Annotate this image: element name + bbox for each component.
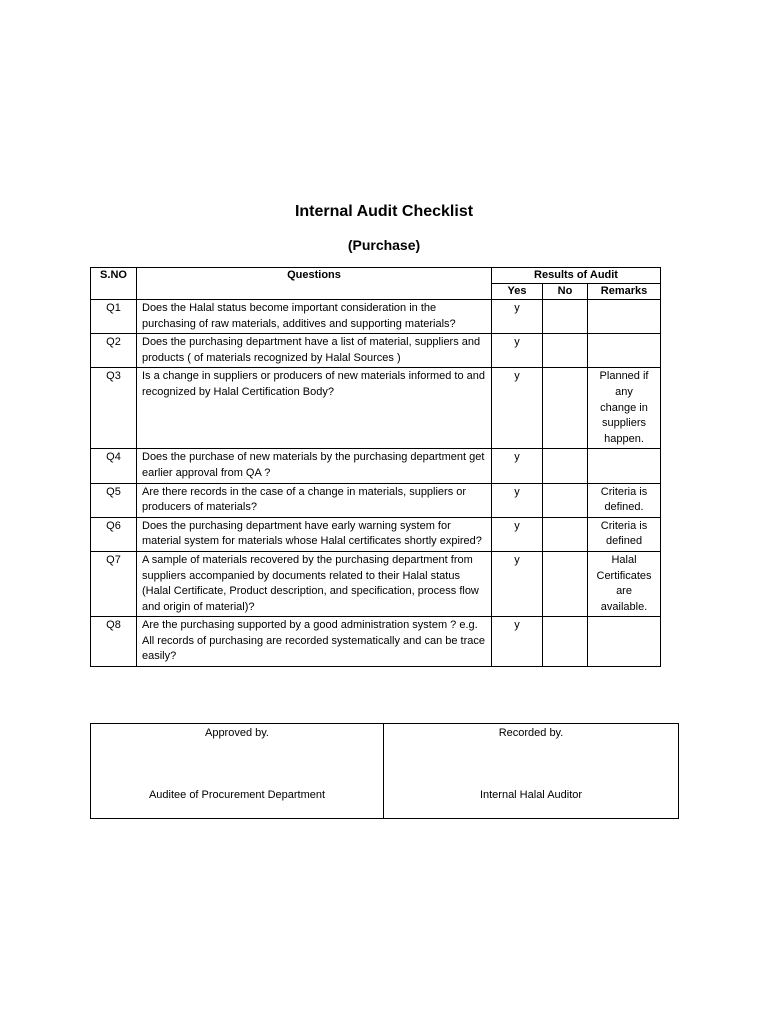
table-row xyxy=(91,334,661,368)
row-yes: y xyxy=(492,483,543,517)
row-yes: y xyxy=(492,449,543,483)
row-question: Does the purchasing department have early warning system for material system for materials whose Halal certificates shortly expired? xyxy=(137,517,492,551)
row-remarks: Halal Certificates are available. xyxy=(588,551,661,616)
approved-by-cell xyxy=(91,724,384,819)
table-row xyxy=(91,617,661,667)
row-remarks xyxy=(588,300,661,334)
row-sno: Q1 xyxy=(91,300,137,334)
document-title: Internal Audit Checklist xyxy=(294,203,474,220)
document-subtitle: (Purchase) xyxy=(347,237,421,253)
row-yes: y xyxy=(492,551,543,616)
row-question: A sample of materials recovered by the purchasing department from suppliers accompanied by documents related to their Halal status (Halal Certificate, Product description, and specification, process flow and origin of material)? xyxy=(137,551,492,616)
header-remarks: Remarks xyxy=(588,284,661,300)
recorded-by-cell xyxy=(384,724,679,819)
row-question: Is a change in suppliers or producers of new materials informed to and recognized by Halal Certification Body? xyxy=(137,368,492,449)
row-sno: Q7 xyxy=(91,551,137,616)
row-no xyxy=(543,617,588,667)
row-remarks: Planned if any change in suppliers happen. xyxy=(588,368,661,449)
row-no xyxy=(543,300,588,334)
row-question: Are there records in the case of a change in materials, suppliers or producers of materials? xyxy=(137,483,492,517)
audit-checklist-table xyxy=(90,267,661,667)
row-remarks: Criteria is defined. xyxy=(588,483,661,517)
table-row xyxy=(91,300,661,334)
row-yes: y xyxy=(492,368,543,449)
row-question: Are the purchasing supported by a good administration system ? e.g. All records of purchasing are recorded systematically and can be trace easily? xyxy=(137,617,492,667)
row-no xyxy=(543,517,588,551)
header-sno: S.NO xyxy=(91,268,137,300)
approved-by-name: Auditee of Procurement Department xyxy=(148,789,326,801)
header-results-of-audit: Results of Audit xyxy=(492,268,661,284)
header-no: No xyxy=(543,284,588,300)
row-remarks: Criteria is defined xyxy=(588,517,661,551)
table-row xyxy=(91,368,661,449)
table-row xyxy=(91,517,661,551)
table-row xyxy=(91,483,661,517)
signature-table xyxy=(90,723,679,819)
row-remarks xyxy=(588,617,661,667)
table-row xyxy=(91,551,661,616)
row-no xyxy=(543,368,588,449)
row-sno: Q4 xyxy=(91,449,137,483)
row-question: Does the Halal status become important consideration in the purchasing of raw materials, additives and supporting materials? xyxy=(137,300,492,334)
approved-by-label: Approved by. xyxy=(204,727,269,739)
row-sno: Q3 xyxy=(91,368,137,449)
row-yes: y xyxy=(492,517,543,551)
row-sno: Q5 xyxy=(91,483,137,517)
row-sno: Q8 xyxy=(91,617,137,667)
header-questions: Questions xyxy=(137,268,492,300)
row-no xyxy=(543,334,588,368)
row-yes: y xyxy=(492,334,543,368)
header-yes: Yes xyxy=(492,284,543,300)
row-remarks xyxy=(588,449,661,483)
row-remarks xyxy=(588,334,661,368)
row-question: Does the purchasing department have a list of material, suppliers and products ( of materials recognized by Halal Sources ) xyxy=(137,334,492,368)
row-no xyxy=(543,449,588,483)
row-yes: y xyxy=(492,300,543,334)
table-row xyxy=(91,449,661,483)
row-sno: Q2 xyxy=(91,334,137,368)
row-no xyxy=(543,483,588,517)
recorded-by-name: Internal Halal Auditor xyxy=(479,789,583,801)
row-yes: y xyxy=(492,617,543,667)
row-no xyxy=(543,551,588,616)
row-sno: Q6 xyxy=(91,517,137,551)
row-question: Does the purchase of new materials by the purchasing department get earlier approval from QA ? xyxy=(137,449,492,483)
recorded-by-label: Recorded by. xyxy=(498,727,564,739)
